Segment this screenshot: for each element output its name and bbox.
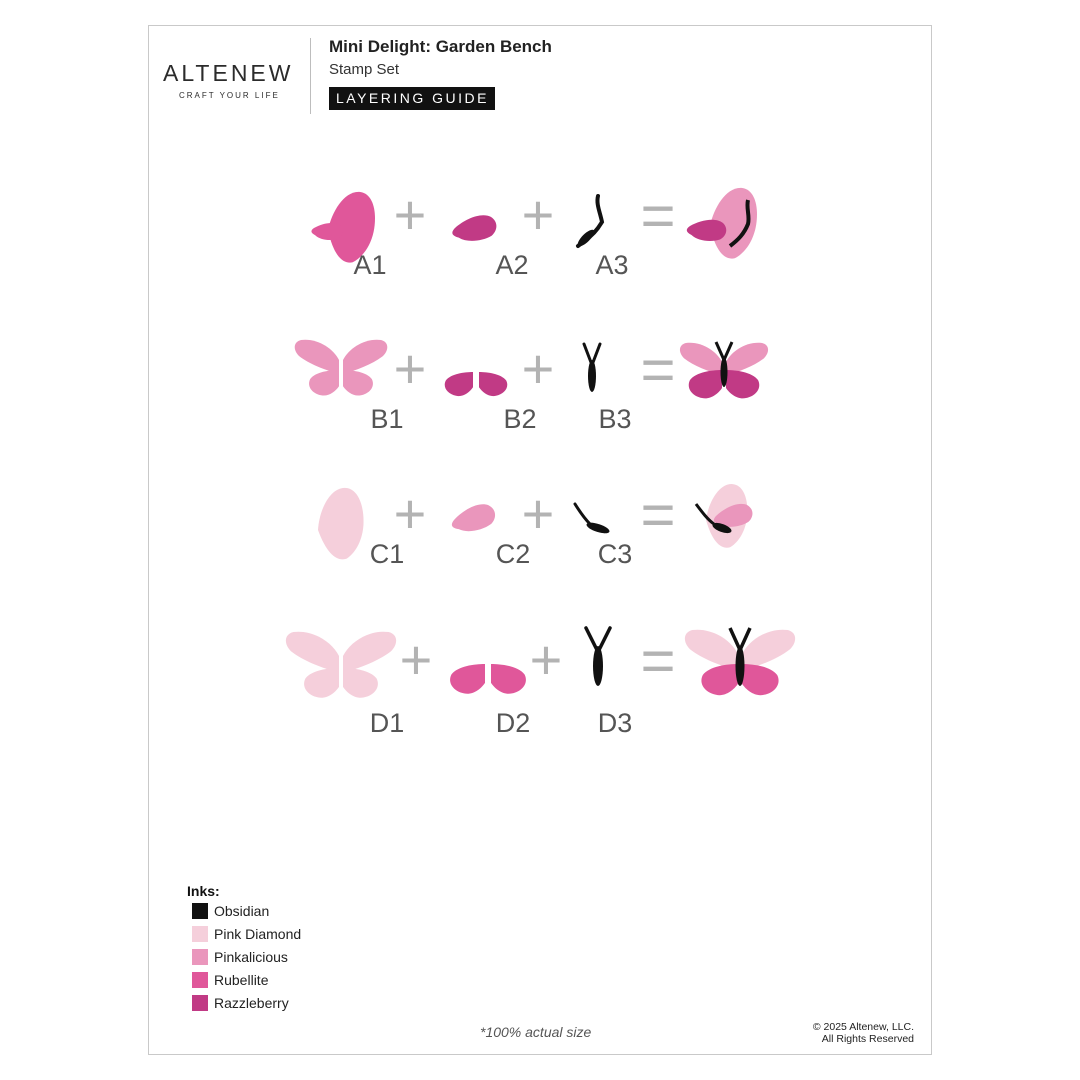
logo-wordmark: ALTENEW: [163, 60, 294, 86]
ink-item: [192, 903, 269, 919]
plus-sign: +: [521, 482, 555, 545]
ink-swatch: [192, 972, 208, 988]
inks-heading: Inks:: [187, 883, 220, 899]
stamp-b1: [295, 340, 388, 396]
stamp-a3: [575, 196, 602, 249]
ink-item: [192, 949, 288, 965]
stamp-d1: [286, 632, 396, 698]
stamp-b3: [584, 344, 600, 392]
label-d2: D2: [495, 708, 531, 738]
ink-name: Obsidian: [214, 903, 270, 919]
operators: [394, 182, 676, 694]
stamp-d3: [586, 628, 610, 686]
ink-item: [192, 995, 289, 1011]
result-a: [687, 188, 757, 259]
plus-sign: +: [529, 628, 563, 691]
ink-swatch: [192, 903, 208, 919]
label-c1: C1: [369, 539, 405, 569]
stamp-c2: [448, 501, 498, 538]
label-d1: D1: [369, 708, 405, 738]
result-b: [680, 342, 768, 398]
label-c2: C2: [495, 539, 531, 569]
label-a3: A3: [595, 250, 629, 280]
actual-size-note: *100% actual size: [480, 1024, 592, 1040]
stamp-c3: [575, 504, 611, 536]
page-subtitle: Stamp Set: [329, 61, 400, 78]
ink-swatch: [192, 926, 208, 942]
copyright-line: © 2025 Altenew, LLC.: [812, 1021, 914, 1033]
equals-sign: =: [640, 182, 676, 249]
ink-name: Rubellite: [214, 972, 269, 988]
stamp-b2: [445, 372, 508, 396]
equals-sign: =: [640, 336, 676, 403]
label-d3: D3: [597, 708, 633, 738]
layering-guide-badge: LAYERING GUIDE: [329, 87, 495, 110]
ink-swatch: [192, 949, 208, 965]
result-d: [685, 628, 795, 695]
plus-sign: +: [393, 337, 427, 400]
logo-tagline: CRAFT YOUR LIFE: [179, 91, 280, 100]
label-a2: A2: [495, 250, 529, 280]
ink-item: [192, 926, 301, 942]
stamp-c1: [313, 486, 369, 563]
plus-sign: +: [521, 337, 555, 400]
ink-name: Pink Diamond: [214, 926, 302, 942]
equals-sign: =: [640, 481, 676, 548]
label-b3: B3: [598, 404, 632, 434]
label-c3: C3: [597, 539, 633, 569]
plus-sign: +: [399, 628, 433, 691]
plus-sign: +: [521, 183, 555, 246]
plus-sign: +: [393, 183, 427, 246]
page-title: Mini Delight: Garden Bench: [329, 37, 552, 56]
rights-line: All Rights Reserved: [821, 1033, 914, 1045]
copyright: [813, 1021, 914, 1045]
stamp-d2: [450, 664, 526, 694]
label-b1: B1: [370, 404, 404, 434]
equals-sign: =: [640, 627, 676, 694]
ink-name: Pinkalicious: [214, 949, 288, 965]
result-c: [696, 483, 755, 549]
plus-sign: +: [393, 482, 427, 545]
stamp-a2: [450, 213, 499, 246]
ink-item: [192, 972, 268, 988]
label-b2: B2: [503, 404, 537, 434]
label-a1: A1: [353, 250, 387, 280]
ink-name: Razzleberry: [214, 995, 289, 1011]
ink-swatch: [192, 995, 208, 1011]
